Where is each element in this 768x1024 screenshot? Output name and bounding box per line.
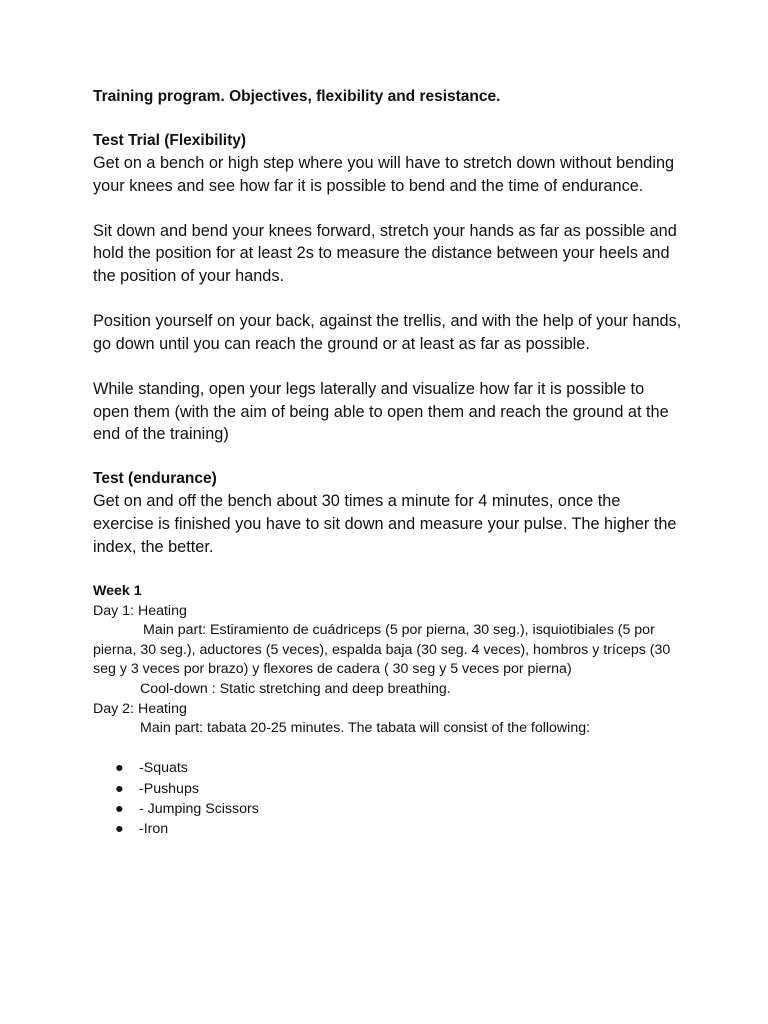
list-item [93,758,683,778]
day-1-label: Day 1: Heating [93,602,187,619]
endurance-test-heading: Test (endurance) [93,470,217,488]
day-1-cooldown: Cool-down : Static stretching and deep breathing. [140,681,451,698]
document-page [93,86,683,840]
document-title: Training program. Objectives, flexibility and resistance. [93,88,501,105]
list-item [93,779,683,799]
bullet-icon: ● [115,760,124,777]
flexibility-paragraph-4: While standing, open your legs laterally and visualize how far it is possible to open them (with the aim of being able to open them and reach the ground at the end of the training) [93,379,669,444]
list-item [93,819,683,839]
list-item [93,799,683,819]
day-1-main-part-text: Main part: Estiramiento de cuádriceps (5 por pierna, 30 seg.), isquiotibiales (5 por pierna, 30 seg.), aductores (5 veces), espalda baja (30 seg. 4 veces), hombros y tríceps (30 seg y 3 veces por brazo) y flexores de cadera ( 30 seg y 5 veces por pierna) [93,622,671,678]
bullet-icon: ● [115,780,124,797]
flexibility-test-heading: Test Trial (Flexibility) [93,132,247,149]
flexibility-paragraph-1: Get on a bench or high step where you will have to stretch down without bending your knees and see how far it is possible to bend and the time of endurance. [93,154,675,195]
bullet-icon: ● [115,801,124,818]
list-item-text: -Pushups [139,780,199,797]
flexibility-paragraph-3: Position yourself on your back, against the trellis, and with the help of your hands, go down until you can reach the ground or at least as far as possible. [93,312,682,353]
day-2-main-part: Main part: tabata 20-25 minutes. The tabata will consist of the following: [140,720,591,737]
day-1-main-part [93,621,683,680]
week-1-heading: Week 1 [93,583,142,600]
list-item-text: -Squats [139,760,188,777]
list-item-text: -Iron [139,821,169,838]
flexibility-paragraph-2: Sit down and bend your knees forward, stretch your hands as far as possible and hold the position for at least 2s to measure the distance between your heels and the position of your hands. [93,221,677,285]
endurance-paragraph: Get on and off the bench about 30 times a minute for 4 minutes, once the exercise is finished you have to sit down and measure your pulse. The higher the index, the better. [93,492,677,556]
bullet-icon: ● [115,821,124,838]
day-2-label: Day 2: Heating [93,700,187,717]
tabata-exercise-list [93,758,683,839]
list-item-text: - Jumping Scissors [139,801,259,818]
